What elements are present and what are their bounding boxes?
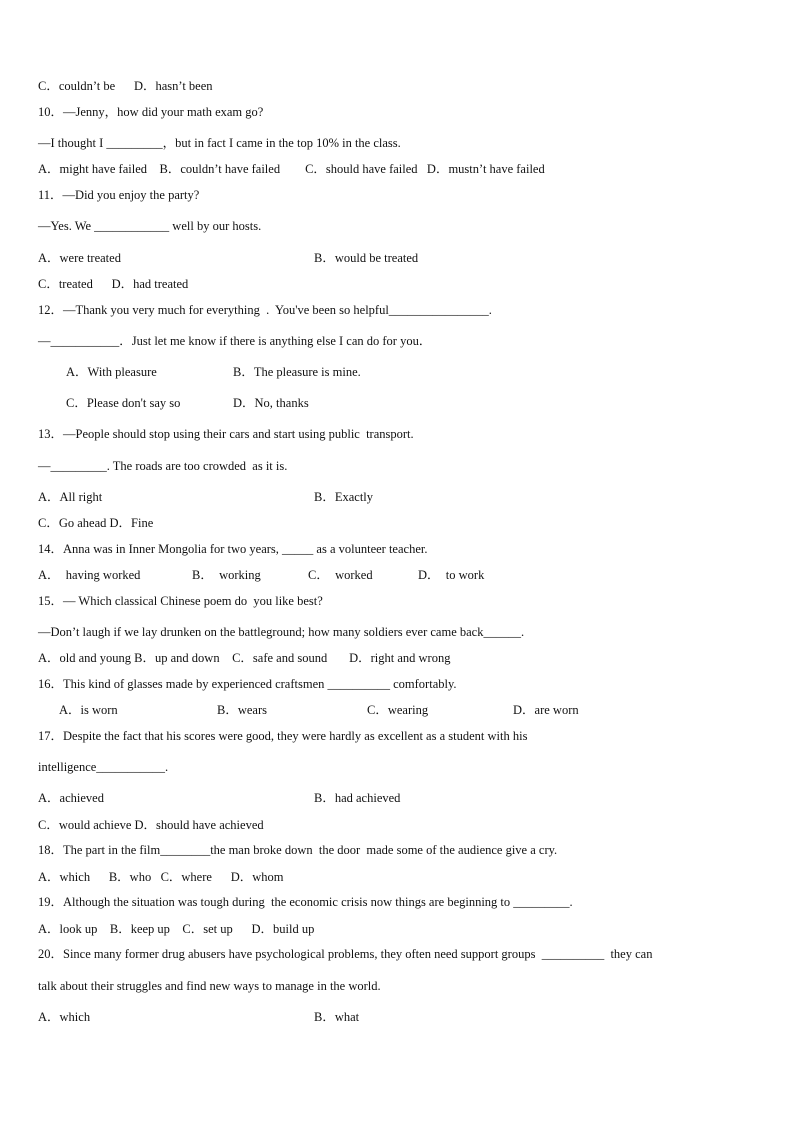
q17-prompt-cont: intelligence___________. [38,760,169,774]
q11-option-a: A．were treated [38,251,121,265]
q14-option-d: D． to work [418,568,485,582]
q12-option-c: C．Please don't say so [66,396,181,410]
q13-option-b: B．Exactly [314,490,374,504]
q17-prompt: 17．Despite the fact that his scores were good, they were hardly as excellent as a student with his [38,729,528,743]
q17-options-cd: C．would achieve D．should have achieved [38,818,264,832]
q20-prompt-cont: talk about their struggles and find new ways to manage in the world. [38,979,381,993]
q10-response: —I thought I _________，but in fact I came in the top 10% in the class. [38,136,401,150]
q19-prompt: 19．Although the situation was tough during the economic crisis now things are beginning to _________. [38,895,573,909]
q13-prompt: 13．—People should stop using their cars and start using public transport. [38,427,414,441]
q20-option-a: A．which [38,1010,91,1024]
q16-option-b: B．wears [217,703,267,717]
q13-response: —_________. The roads are too crowded as it is. [38,459,288,473]
q12-option-b: B．The pleasure is mine. [233,365,361,379]
q12-prompt: 12．—Thank you very much for everything . You've been so helpful________________. [38,303,492,317]
q10-prompt: 10．—Jenny，how did your math exam go? [38,105,264,119]
q11-response: —Yes. We ____________ well by our hosts. [38,219,262,233]
q20-option-b: B．what [314,1010,360,1024]
q11-option-b: B．would be treated [314,251,419,265]
q13-option-a: A．All right [38,490,103,504]
q18-options: A．which B．who C．where D．whom [38,870,284,884]
q12-response: —___________．Just let me know if there is anything else I can do for you． [38,334,432,348]
q20-prompt: 20．Since many former drug abusers have psychological problems, they often need support groups __________ they can [38,947,653,961]
q15-prompt: 15．— Which classical Chinese poem do you like best? [38,594,323,608]
q14-option-c: C． worked [308,568,373,582]
q13-options-cd: C．Go ahead D．Fine [38,516,154,530]
q16-option-d: D．are worn [513,703,579,717]
q9-options-cd: C．couldn’t be D．hasn’t been [38,79,213,93]
q16-option-a: A．is worn [59,703,118,717]
q11-prompt: 11．—Did you enjoy the party? [38,188,200,202]
q14-prompt: 14．Anna was in Inner Mongolia for two years, _____ as a volunteer teacher. [38,542,428,556]
q12-option-d: D．No, thanks [233,396,309,410]
q14-option-b: B． working [192,568,261,582]
q18-prompt: 18．The part in the film________the man broke down the door made some of the audience give a cry. [38,843,558,857]
q10-options: A．might have failed B．couldn’t have failed C．should have failed D．mustn’t have failed [38,162,545,176]
q12-option-a: A．With pleasure [66,365,157,379]
q19-options: A．look up B．keep up C．set up D．build up [38,922,315,936]
q17-option-b: B．had achieved [314,791,401,805]
q17-option-a: A．achieved [38,791,104,805]
q16-prompt: 16．This kind of glasses made by experienced craftsmen __________ comfortably. [38,677,457,691]
q16-option-c: C．wearing [367,703,429,717]
q15-options: A．old and young B．up and down C．safe and sound D．right and wrong [38,651,451,665]
q15-response: —Don’t laugh if we lay drunken on the battleground; how many soldiers ever came back______. [38,625,525,639]
q14-option-a: A． having worked [38,568,141,582]
q11-options-cd: C．treated D．had treated [38,277,189,291]
